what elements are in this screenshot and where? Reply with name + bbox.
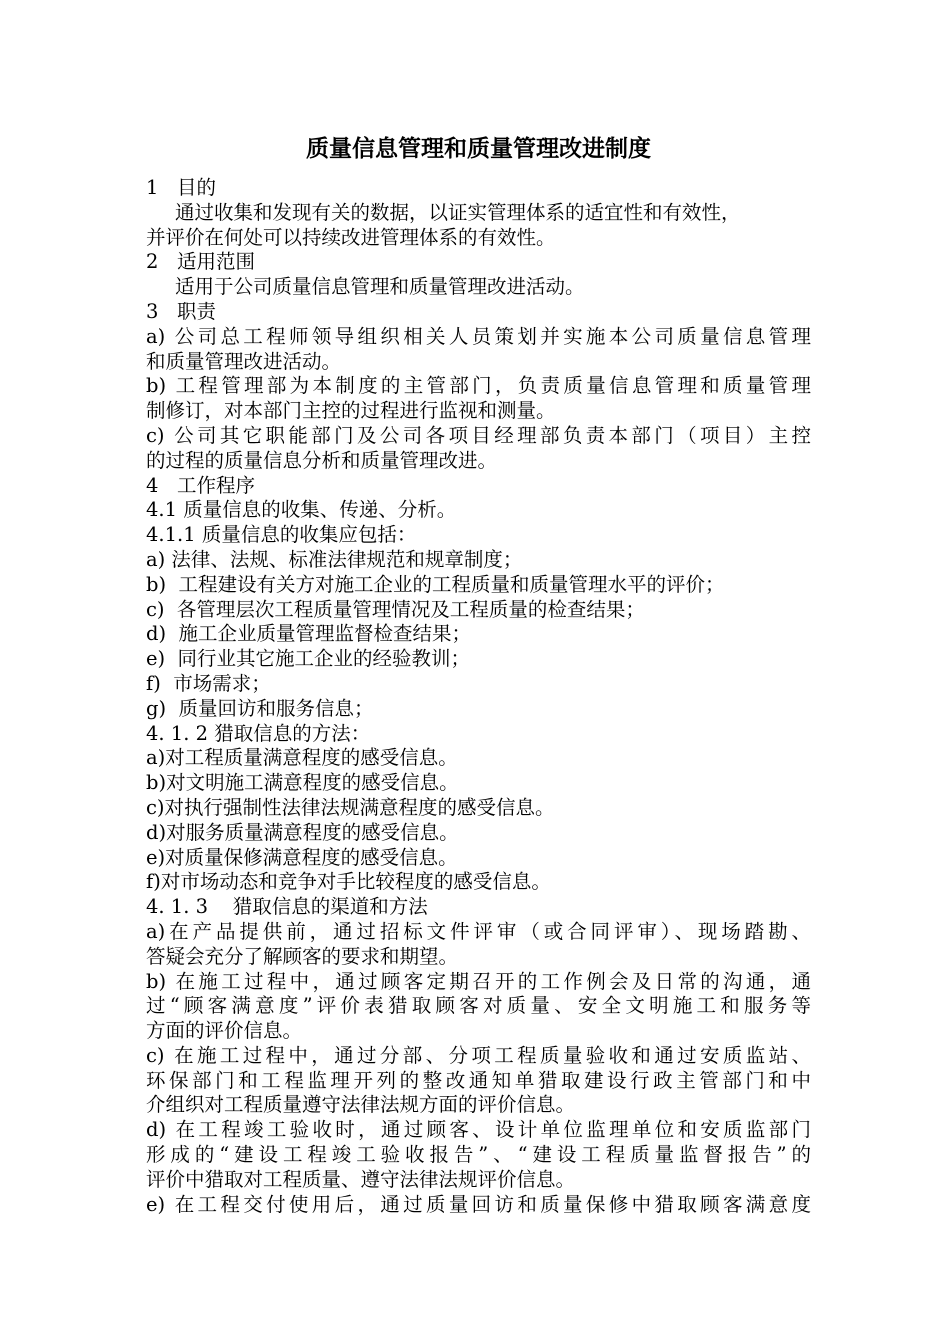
document-line: 形成的“建设工程竣工验收报告”、“建设工程质量监督报告”的 xyxy=(146,1143,811,1167)
document-line: a) 法律、法规、标准法律规范和规章制度； xyxy=(146,547,523,571)
document-line: g) 质量回访和服务信息； xyxy=(146,696,374,720)
document-line: 并评价在何处可以持续改进管理体系的有效性。 xyxy=(146,225,556,249)
document-line: a)对工程质量满意程度的感受信息。 xyxy=(146,746,458,770)
document-line: c)对执行强制性法律法规满意程度的感受信息。 xyxy=(146,795,555,819)
document-line: d) 在工程竣工验收时，通过顾客、设计单位监理单位和安质监部门 xyxy=(146,1118,811,1142)
document-line: c) 各管理层次工程质量管理情况及工程质量的检查结果； xyxy=(146,597,645,621)
document-line: 和质量管理改进活动。 xyxy=(146,349,342,373)
document-line: d)对服务质量满意程度的感受信息。 xyxy=(146,820,459,844)
document-title: 质量信息管理和质量管理改进制度 xyxy=(306,135,651,162)
document-line: 过“顾客满意度”评价表猎取顾客对质量、安全文明施工和服务等 xyxy=(146,994,811,1018)
document-line: 制修订，对本部门主控的过程进行监视和测量。 xyxy=(146,399,556,423)
document-line: d) 施工企业质量管理监督检查结果； xyxy=(146,622,471,646)
document-line: f) 市场需求； xyxy=(146,671,271,695)
document-line: 4.1 质量信息的收集、传递、分析。 xyxy=(146,498,457,522)
document-line: 2 适用范围 xyxy=(146,250,256,274)
document-line: 环保部门和工程监理开列的整改通知单猎取建设行政主管部门和中 xyxy=(146,1068,811,1092)
document-body xyxy=(146,176,811,1217)
document-line: e)对质量保修满意程度的感受信息。 xyxy=(146,845,458,869)
document-line: 答疑会充分了解顾客的要求和期望。 xyxy=(146,944,459,968)
document-line: 4. 1. 3 猎取信息的渠道和方法 xyxy=(146,895,428,919)
document-line: c) 在施工过程中，通过分部、分项工程质量验收和通过安质监站、 xyxy=(146,1043,811,1067)
document-line: 介组织对工程质量遵守法律法规方面的评价信息。 xyxy=(146,1093,576,1117)
document-line: c) 公司其它职能部门及公司各项目经理部负责本部门（项目）主控 xyxy=(146,423,811,447)
document-line: b) 在施工过程中，通过顾客定期召开的工作例会及日常的沟通，通 xyxy=(146,969,811,993)
document-line: 4. 1. 2 猎取信息的方法： xyxy=(146,721,371,745)
document-line: a) 公司总工程师领导组织相关人员策划并实施本公司质量信息管理 xyxy=(146,324,811,348)
document-line: 1 目的 xyxy=(146,176,217,199)
document-line: 通过收集和发现有关的数据，以证实管理体系的适宜性和有效性， xyxy=(175,200,741,224)
document-line: 4.1.1 质量信息的收集应包括： xyxy=(146,523,417,547)
document-line: 适用于公司质量信息管理和质量管理改进活动。 xyxy=(175,275,585,299)
document-line: f)对市场动态和竞争对手比较程度的感受信息。 xyxy=(146,870,551,894)
document-line: a)在产品提供前，通过招标文件评审（或合同评审）、现场踏勘、 xyxy=(146,919,811,943)
document-line: 评价中猎取对工程质量、遵守法律法规评价信息。 xyxy=(146,1167,576,1191)
document-line: e) 同行业其它施工企业的经验教训； xyxy=(146,647,471,671)
document-line: b) 工程管理部为本制度的主管部门，负责质量信息管理和质量管理 xyxy=(146,374,811,398)
document-line: 4 工作程序 xyxy=(146,473,256,497)
document-line: 3 职责 xyxy=(146,299,217,323)
document-line: 的过程的质量信息分析和质量管理改进。 xyxy=(146,448,498,472)
document-line: b)对文明施工满意程度的感受信息。 xyxy=(146,771,459,795)
document-line: 方面的评价信息。 xyxy=(146,1019,303,1043)
document-line: b) 工程建设有关方对施工企业的工程质量和质量管理水平的评价； xyxy=(146,572,725,596)
document-line: e) 在工程交付使用后，通过质量回访和质量保修中猎取顾客满意度 xyxy=(146,1192,811,1216)
document-page xyxy=(146,130,811,1217)
